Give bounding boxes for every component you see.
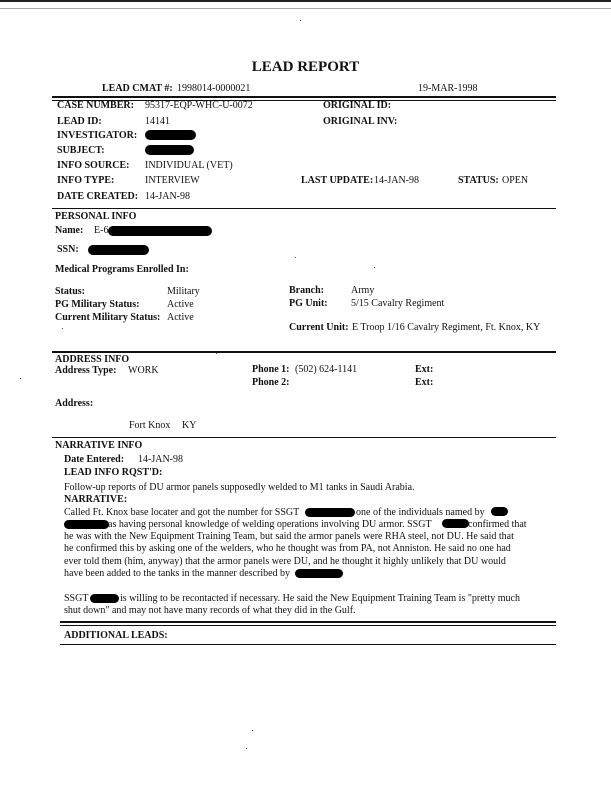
current-military-label: Current Military Status: <box>55 312 161 323</box>
date-entered-value: 14-JAN-98 <box>138 454 183 465</box>
narrative-line-6: have been added to the tanks in the manner described by <box>64 568 291 579</box>
branch-label: Branch: <box>289 285 324 296</box>
additional-leads-title: ADDITIONAL LEADS: <box>64 630 168 641</box>
lead-id-value: 14141 <box>145 116 170 127</box>
current-military-value: Active <box>167 312 194 323</box>
address-type-label: Address Type: <box>55 365 117 376</box>
info-type-value: INTERVIEW <box>145 175 200 186</box>
narrative-redaction-3 <box>64 520 109 529</box>
top-scan-line-faint <box>0 8 611 9</box>
ssn-redaction <box>88 245 149 255</box>
status-military-label: Status: <box>55 286 86 297</box>
scan-speck <box>300 20 301 21</box>
narrative-redaction-1 <box>305 508 355 517</box>
last-update-value: 14-JAN-98 <box>374 175 419 186</box>
pg-military-value: Active <box>167 299 194 310</box>
current-unit-value: E Troop 1/16 Cavalry Regiment, Ft. Knox, KY <box>352 322 541 333</box>
narrative-line-1b: one of the individuals named by <box>356 507 485 518</box>
report-title: LEAD REPORT <box>251 59 360 75</box>
address-rule <box>52 351 556 353</box>
address-state: KY <box>182 420 197 431</box>
additional-rule-bottom <box>60 644 556 645</box>
scan-speck <box>295 257 296 258</box>
scan-speck <box>216 353 217 354</box>
narrative-line-2a: as having personal knowledge of welding operations involving DU armor. SSGT <box>108 519 432 530</box>
info-source-label: INFO SOURCE: <box>57 160 130 171</box>
additional-rule-thick <box>60 621 556 623</box>
case-number-label: CASE NUMBER: <box>57 100 134 111</box>
date-created-value: 14-JAN-98 <box>145 191 190 202</box>
narrative-line-1a: Called Ft. Knox base locater and got the number for SSGT <box>64 507 300 518</box>
lead-cmat-value: 1998014-0000021 <box>177 83 251 94</box>
name-label: Name: <box>55 225 84 236</box>
scan-speck <box>62 328 63 329</box>
case-number-value: 95317-EQP-WHC-U-0072 <box>145 100 253 111</box>
subject-redaction <box>145 145 194 155</box>
scan-speck <box>246 748 247 749</box>
lead-id-label: LEAD ID: <box>57 116 102 127</box>
status-military-value: Military <box>167 286 200 297</box>
phone2-label: Phone 2: <box>252 377 290 388</box>
name-redaction <box>108 226 212 236</box>
original-inv-label: ORIGINAL INV: <box>323 116 398 127</box>
address-label: Address: <box>55 398 94 409</box>
narrative-p2-line-2: shut down" and may not have many records of what they did in the Gulf. <box>64 605 356 616</box>
pg-unit-value: 5/15 Cavalry Regiment <box>351 298 445 309</box>
scan-speck <box>20 378 21 379</box>
investigator-label: INVESTIGATOR: <box>57 130 138 141</box>
date-entered-label: Date Entered: <box>64 454 125 465</box>
narrative-label: NARRATIVE: <box>64 494 128 505</box>
additional-rule-thin <box>60 625 556 626</box>
lead-cmat-label: LEAD CMAT #: <box>102 83 173 94</box>
narrative-line-3: he was with the New Equipment Training Team, but said the armor panels were RHA steel, not DU. He said that <box>64 531 514 542</box>
address-type-value: WORK <box>128 365 159 376</box>
address-section-title: ADDRESS INFO <box>55 354 130 365</box>
status-value: OPEN <box>502 175 529 186</box>
subject-label: SUBJECT: <box>57 145 105 156</box>
header-rule-thick <box>52 96 556 98</box>
branch-value: Army <box>351 285 375 296</box>
info-source-value: INDIVIDUAL (VET) <box>145 160 233 171</box>
info-type-label: INFO TYPE: <box>57 175 115 186</box>
narrative-line-2b: confirmed that <box>468 519 527 530</box>
phone1-label: Phone 1: <box>252 364 290 375</box>
narrative-section-title: NARRATIVE INFO <box>55 440 143 451</box>
narrative-rule <box>52 437 556 438</box>
investigator-redaction <box>145 130 196 140</box>
current-unit-label: Current Unit: <box>289 322 349 333</box>
narrative-redaction-5 <box>295 569 343 578</box>
date-created-label: DATE CREATED: <box>57 191 139 202</box>
narrative-p2-line-1: is willing to be recontacted if necessary. He said the New Equipment Training Team is "pretty much <box>120 593 520 604</box>
medical-label: Medical Programs Enrolled In: <box>55 264 189 275</box>
pg-unit-label: PG Unit: <box>289 298 328 309</box>
narrative-redaction-2 <box>491 507 508 516</box>
ssn-label: SSN: <box>57 244 79 255</box>
narrative-redaction-6 <box>90 594 119 603</box>
narrative-redaction-4 <box>442 519 469 528</box>
personal-rule <box>52 208 556 209</box>
last-update-label: LAST UPDATE: <box>301 175 374 186</box>
personal-section-title: PERSONAL INFO <box>55 211 137 222</box>
report-date: 19-MAR-1998 <box>418 83 478 94</box>
lead-info-rqst-text: Follow-up reports of DU armor panels supposedly welded to M1 tanks in Saudi Arabia. <box>64 482 415 493</box>
narrative-line-5: ever told them (him, anyway) that the armor panels were DU, and he thought it highly unlikely that DU would <box>64 556 506 567</box>
pg-military-label: PG Military Status: <box>55 299 140 310</box>
narrative-p2-label: SSGT <box>64 593 89 604</box>
name-value: E-6 <box>94 225 109 236</box>
narrative-line-4: he confirmed this by asking one of the welders, who he thought was from PA, not Anniston. He said no one had <box>64 543 511 554</box>
lead-info-rqst-label: LEAD INFO RQST'D: <box>64 467 163 478</box>
top-scan-line <box>0 0 611 2</box>
phone1-value: (502) 624-1141 <box>295 364 358 375</box>
ext2-label: Ext: <box>415 377 434 388</box>
status-label: STATUS: <box>458 175 499 186</box>
scan-speck <box>252 730 253 731</box>
scan-speck <box>374 267 375 268</box>
ext1-label: Ext: <box>415 364 434 375</box>
address-city: Fort Knox <box>129 420 171 431</box>
original-id-label: ORIGINAL ID: <box>323 100 392 111</box>
